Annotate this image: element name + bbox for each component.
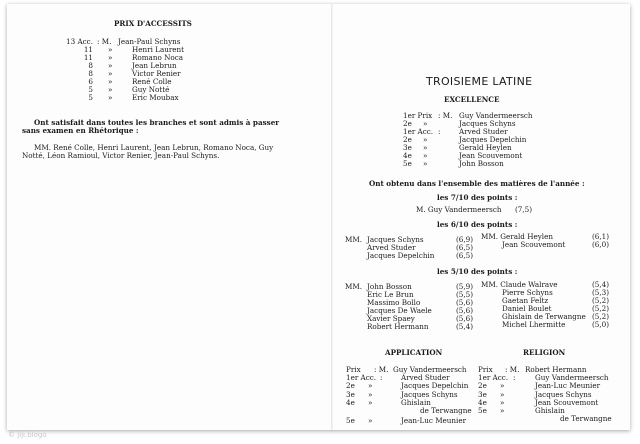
list-item: Jean-Paul Schyns <box>118 37 181 46</box>
award-sep: : M. <box>505 365 520 374</box>
list-item: René Colle <box>132 77 172 86</box>
points-score: (5,4) <box>592 280 610 289</box>
points-score: (5,9) <box>456 282 474 291</box>
award-sep: » <box>500 398 505 407</box>
list-item-sep: » <box>108 77 113 86</box>
list-item-sep: » <box>108 53 113 62</box>
award-name: de Terwangne <box>420 406 472 415</box>
list-item: Romano Noca <box>132 53 184 62</box>
award-sep: » <box>368 398 373 407</box>
points-name: Ghislain de Terwangne <box>502 312 586 321</box>
admission-paragraph-line: Ont satisfait dans toutes les branches et sont admis à passer <box>34 118 280 127</box>
list-item: Henri Laurent <box>132 45 185 54</box>
award-sep: : <box>513 373 516 382</box>
admitted-names-line: Notté, Léon Ramioul, Victor Renier, Jean-Paul Schyns. <box>22 151 220 160</box>
points-name: Eric Le Brun <box>367 290 414 299</box>
award-sep: : M. <box>438 111 453 120</box>
points-score: (6,5) <box>456 251 474 260</box>
section-title: TROISIEME LATINE <box>426 75 533 88</box>
award-sep: : <box>380 373 383 382</box>
award-sep: : <box>438 127 441 136</box>
award-rank: 5e <box>403 159 412 168</box>
award-rank: 3e <box>403 143 412 152</box>
points-name: M. Guy Vandermeersch <box>416 205 502 214</box>
points-score: (6,0) <box>592 240 610 249</box>
award-name: Guy Vandermeersch <box>393 365 467 374</box>
points-score: (6,5) <box>456 243 474 252</box>
award-name: Jacques Depelchin <box>459 135 527 144</box>
points-score: (5,0) <box>592 320 610 329</box>
points-name: Gaetan Feltz <box>502 296 549 305</box>
points-score: (5,2) <box>592 296 610 305</box>
award-rank: 1er Acc. <box>403 127 434 136</box>
points-score: (7,5) <box>515 205 533 214</box>
points-group-label: les 6/10 des points : <box>437 220 518 229</box>
points-name: Arved Studer <box>367 243 416 252</box>
award-sep: : M. <box>374 365 389 374</box>
points-name: MM. Gerald Heylen <box>481 232 553 241</box>
award-rank: 4e <box>478 398 487 407</box>
list-item-number: 13 Acc. <box>66 37 93 46</box>
points-score: (5,3) <box>592 288 610 297</box>
award-sep: » <box>500 381 505 390</box>
award-rank: 1er Prix <box>403 111 433 120</box>
list-item-number: 8 <box>88 61 93 70</box>
award-sep: » <box>423 143 428 152</box>
award-rank: 1er Acc. <box>478 373 509 382</box>
points-score: (5,6) <box>456 314 474 323</box>
application-heading: APPLICATION <box>385 348 443 357</box>
award-rank: 2e <box>478 381 487 390</box>
award-sep: » <box>423 151 428 160</box>
points-name: Jacques Depelchin <box>367 251 435 260</box>
list-item-number: 6 <box>88 77 93 86</box>
admitted-names-line: MM. René Colle, Henri Laurent, Jean Lebrun, Romano Noca, Guy <box>34 143 274 152</box>
list-item-sep: » <box>108 61 113 70</box>
points-score: (5,2) <box>592 312 610 321</box>
award-rank: 3e <box>346 390 355 399</box>
points-score: (5,4) <box>456 322 474 331</box>
list-item-sep: » <box>108 85 113 94</box>
excellence-heading: EXCELLENCE <box>444 95 500 104</box>
award-sep: » <box>500 390 505 399</box>
ensemble-sentence: Ont obtenu dans l'ensemble des matières de l'année : <box>369 179 585 188</box>
award-name: Jean-Luc Meunier <box>535 381 601 390</box>
award-rank: 5e <box>346 416 355 425</box>
list-item-number: 11 <box>83 45 93 54</box>
list-item-number: 11 <box>83 53 93 62</box>
points-name: Xavier Spaey <box>367 314 415 323</box>
list-item-sep: » <box>108 93 113 102</box>
points-name: Jean Scouvemont <box>502 240 566 249</box>
list-item-sep: : M. <box>97 37 112 46</box>
award-name: Jacques Schyns <box>401 390 458 399</box>
accessits-heading: PRIX D'ACCESSITS <box>114 19 192 28</box>
award-rank: 2e <box>346 381 355 390</box>
points-prefix: MM. <box>345 235 363 244</box>
award-rank: Prix <box>478 365 493 374</box>
points-group-label: les 5/10 des points : <box>437 267 518 276</box>
award-rank: 1er Acc. <box>346 373 377 382</box>
award-name: John Bosson <box>459 159 504 168</box>
award-name: Arved Studer <box>459 127 508 136</box>
watermark: © jiji.blogo <box>8 431 47 439</box>
award-sep: » <box>500 406 505 415</box>
points-score: (5,2) <box>592 304 610 313</box>
award-rank: 2e <box>403 135 412 144</box>
list-item: Guy Notté <box>132 85 170 94</box>
page-fold <box>331 4 333 430</box>
points-name: Robert Hermann <box>367 322 429 331</box>
points-name: Michel Lhermitte <box>502 320 566 329</box>
award-name: Ghislain <box>401 398 431 407</box>
list-item-number: 8 <box>88 69 93 78</box>
list-item-number: 5 <box>88 85 93 94</box>
award-sep: » <box>368 416 373 425</box>
list-item: Eric Moubax <box>132 93 179 102</box>
points-name: John Bosson <box>367 282 412 291</box>
points-group-label: les 7/10 des points : <box>437 193 518 202</box>
points-name: MM. Claude Walrave <box>481 280 558 289</box>
award-sep: » <box>423 135 428 144</box>
award-sep: » <box>423 159 428 168</box>
award-name: Guy Vandermeersch <box>535 373 609 382</box>
award-rank: 3e <box>478 390 487 399</box>
points-score: (6,9) <box>456 235 474 244</box>
award-name: Jean Scouvemont <box>459 151 523 160</box>
award-rank: 4e <box>346 398 355 407</box>
list-item-sep: » <box>108 69 113 78</box>
award-name: de Terwangne <box>560 414 612 423</box>
list-item-sep: » <box>108 45 113 54</box>
award-sep: » <box>368 381 373 390</box>
points-score: (5,5) <box>456 290 474 299</box>
points-score: (6,1) <box>592 232 610 241</box>
points-name: Massimo Bollo <box>367 298 421 307</box>
religion-heading: RELIGION <box>523 348 566 357</box>
admission-paragraph-line: sans examen en Rhétorique : <box>22 126 139 135</box>
points-prefix: MM. <box>345 282 363 291</box>
award-name: Guy Vandermeersch <box>459 111 533 120</box>
award-rank: 4e <box>403 151 412 160</box>
award-name: Jean-Luc Meunier <box>401 416 467 425</box>
award-name: Robert Hermann <box>525 365 587 374</box>
award-rank: 5e <box>478 406 487 415</box>
award-rank: 2e <box>403 119 412 128</box>
award-name: Jean Scouvemont <box>535 398 599 407</box>
list-item: Victor Renier <box>132 69 181 78</box>
award-name: Arved Studer <box>401 373 450 382</box>
award-name: Jacques Depelchin <box>401 381 469 390</box>
award-name: Jacques Schyns <box>535 390 592 399</box>
award-sep: » <box>423 119 428 128</box>
points-score: (5,6) <box>456 306 474 315</box>
points-name: Jacques De Waele <box>367 306 432 315</box>
points-score: (5,6) <box>456 298 474 307</box>
award-name: Ghislain <box>535 406 565 415</box>
award-name: Gerald Heylen <box>459 143 512 152</box>
list-item-number: 5 <box>88 93 93 102</box>
points-name: Daniel Boulet <box>502 304 552 313</box>
list-item: Jean Lebrun <box>132 61 177 70</box>
points-name: Jacques Schyns <box>367 235 424 244</box>
points-name: Pierre Schyns <box>502 288 553 297</box>
award-sep: » <box>368 390 373 399</box>
award-rank: Prix <box>346 365 361 374</box>
award-name: Jacques Schyns <box>459 119 516 128</box>
